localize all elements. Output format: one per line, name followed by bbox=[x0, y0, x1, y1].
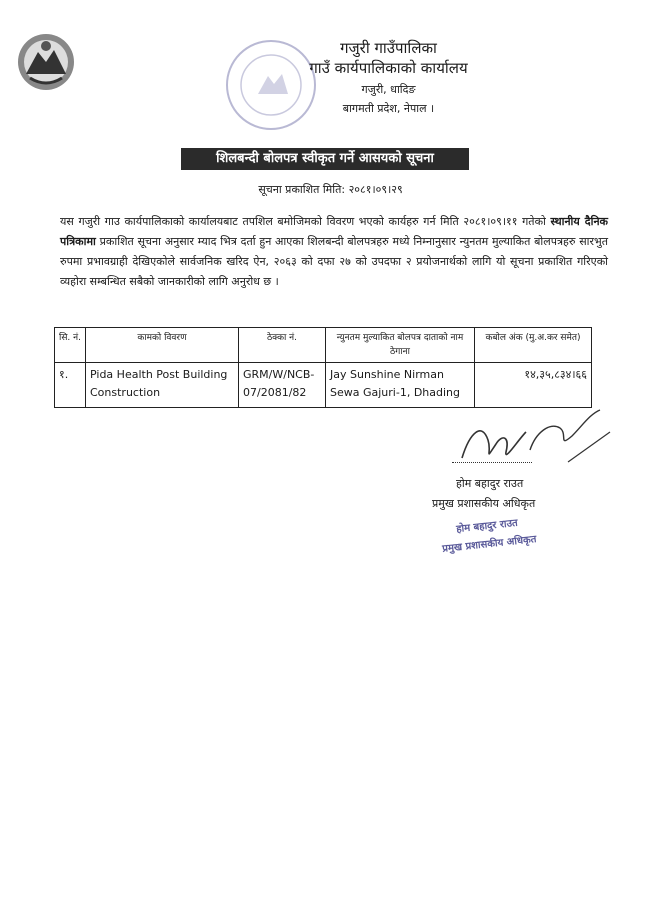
address-line-1: गजुरी, धादिङ bbox=[361, 83, 416, 96]
signature-line bbox=[452, 462, 532, 463]
header-amount: कबोल अंक (मु.अ.कर समेत) bbox=[475, 328, 592, 363]
signer-name: होम बहादुर राउत bbox=[456, 477, 524, 490]
publish-date: सूचना प्रकाशित मिति: २०८१।०९।२९ bbox=[258, 183, 403, 196]
header-work: कामको विवरण bbox=[86, 328, 239, 363]
stamp-title: प्रमुख प्रशासकीय अधिकृत bbox=[441, 534, 537, 555]
signer-title: प्रमुख प्रशासकीय अधिकृत bbox=[432, 497, 536, 510]
header-sn: सि. नं. bbox=[55, 328, 86, 363]
cell-sn: १. bbox=[55, 363, 86, 408]
header-contract: ठेक्का नं. bbox=[239, 328, 326, 363]
table-header-row bbox=[55, 328, 592, 363]
notice-body bbox=[60, 212, 608, 292]
stamp-name: होम बहादुर राउत bbox=[455, 517, 519, 536]
office-subtitle: गाउँ कार्यपालिकाको कार्यालय bbox=[309, 59, 468, 77]
office-name: गजुरी गाउँपालिका bbox=[340, 39, 437, 57]
header-bidder: न्युनतम मुल्याकित बोलपत्र दाताको नाम ठेगाना bbox=[326, 328, 475, 363]
cell-amount: १४,३५,८३४।६६ bbox=[475, 363, 592, 408]
notice-body-part-2: प्रकाशित सूचना अनुसार म्याद भित्र दर्ता हुन आएका शिलबन्दी बोलपत्रहरु मध्ये निम्नानुसार न्युनतम मुल्याकित बोलपत्रहरु सारभुत रुपमा प्रभावग्राही देखिएकोले सार्वजनिक खरिद ऐन, २०६३ को दफा २७ को उपदफा २ प्रयोजनार्थको लागि यो सूचना प्रकाशित गरिएको व्यहोरा सम्बन्धित सबैको जानकारीको लागि अनुरोध छ । bbox=[60, 235, 608, 288]
address-line-2: बागमती प्रदेश, नेपाल । bbox=[342, 102, 435, 115]
notice-body-bold: स्थानीय दैनिक पत्रिकामा bbox=[60, 215, 608, 248]
cell-contract: GRM/W/NCB-07/2081/82 bbox=[239, 363, 326, 408]
notice-title: शिलबन्दी बोलपत्र स्वीकृत गर्ने आसयको सूचना bbox=[181, 148, 469, 170]
cell-work: Pida Health Post Building Construction bbox=[86, 363, 239, 408]
notice-body-part-1: यस गजुरी गाउ कार्यपालिकाको कार्यालयबाट तपशिल बमोजिमको विवरण भएको कार्यहरु गर्न मिति २०८१।०९।११ गतेको bbox=[60, 215, 551, 228]
cell-bidder: Jay Sunshine Nirman Sewa Gajuri-1, Dhading bbox=[326, 363, 475, 408]
